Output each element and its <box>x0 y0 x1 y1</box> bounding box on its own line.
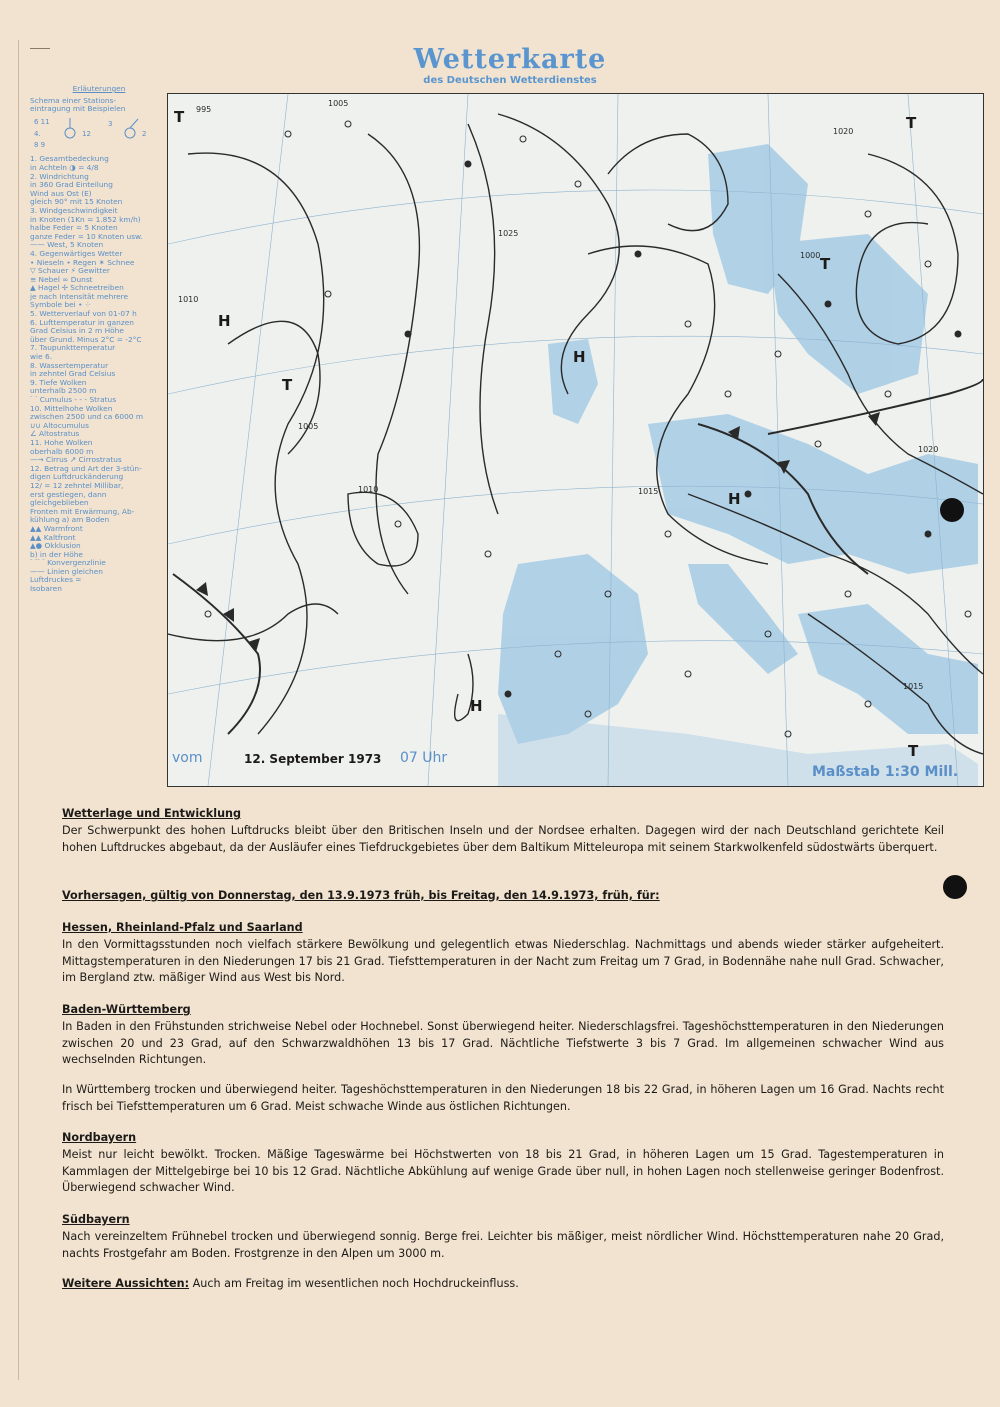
map-hour: 07 Uhr <box>400 750 448 766</box>
legend-line: 5. Wetterverlauf von 01-07 h <box>30 310 137 319</box>
legend-line: Symbole bei • ⁘ <box>30 301 91 310</box>
map-date-prefix: vom <box>172 750 203 766</box>
legend-line: ≡ Nebel ∞ Dunst <box>30 275 93 284</box>
section-text: In Württemberg trocken und überwiegend heiter. Tageshöchsttemperaturen in den Niederungen 18 bis 22 Grad, in höheren Lagen um 16 Grad. Nachts recht frisch bei Tiefsttemperaturen um 6 Grad. Meist schwache Winde aus östlichen Richtungen. <box>62 1083 944 1113</box>
legend-line: 4. Gegenwärtiges Wetter <box>30 249 123 258</box>
punch-hole <box>943 875 967 899</box>
section-vorhersage <box>62 888 944 905</box>
legend-line: 6. Lufttemperatur in ganzen <box>30 318 134 327</box>
isobar-label: 1020 <box>918 445 939 454</box>
legend-line: b) in der Höhe <box>30 550 83 559</box>
legend-line: ▲ Hagel ✢ Schneetreiben <box>30 284 124 293</box>
section-nordbayern <box>62 1130 944 1197</box>
legend-line: Wind aus Ost (E) <box>30 189 92 198</box>
legend-line: digen Luftdruckänderung <box>30 473 124 482</box>
legend-line: —→ Cirrus ↗ Cirrostratus <box>30 456 122 465</box>
synoptic-map <box>167 93 984 787</box>
svg-text:12: 12 <box>82 129 91 138</box>
map-scale: Maßstab 1:30 Mill. <box>812 764 959 780</box>
legend-line: 7. Taupunkttemperatur <box>30 344 116 353</box>
legend-line: Luftdruckes = <box>30 576 82 585</box>
section-text: In Baden in den Frühstunden strichweise Nebel oder Hochnebel. Sonst überwiegend heiter. Niederschlagsfrei. Tageshöchsttemperaturen in den Niederungen zwischen 20 und 23 Grad, auf den Schwarzwaldhöhen 13 bis 17 Grad. Nächtliche Tiefstwerte 3 bis 7 Grad. Im allgemeinen schwacher Wind aus wechselnden Richtungen. <box>62 1019 944 1067</box>
section-text: Der Schwerpunkt des hohen Luftdrucks bleibt über den Britischen Inseln und der Nordsee erhalten. Dagegen wird der nach Deutschland gerichtete Keil hohen Luftdruckes abgebaut, da der Ausläufer eines Tiefdruckgebietes über dem Baltikum Mitteleuropa mit seinem Starkwolkenfeld südostwärts überquert. <box>62 823 944 854</box>
legend-line: in Knoten (1Kn = 1.852 km/h) <box>30 215 141 224</box>
legend-line: ⌒⌒ Konvergenzlinie <box>30 559 106 568</box>
outlook-text: Auch am Freitag im wesentlichen noch Hochdruckeinfluss. <box>189 1277 519 1290</box>
legend-line: ∠ Altostratus <box>30 430 80 439</box>
high-pressure-marker: H <box>728 490 741 508</box>
legend-line: unterhalb 2500 m <box>30 387 97 396</box>
high-pressure-marker: H <box>218 312 231 330</box>
edge-mark <box>30 48 50 49</box>
legend-line: 9. Tiefe Wolken <box>30 378 87 387</box>
section-heading: Wetterlage und Entwicklung <box>62 807 242 820</box>
legend-line: ▲▲ Warmfront <box>30 524 83 533</box>
isobar-label: 1015 <box>638 487 659 496</box>
outlook-label: Weitere Aussichten: <box>62 1277 190 1290</box>
legend-panel <box>30 85 168 594</box>
section-text: In den Vormittagsstunden noch vielfach stärkere Bewölkung und gelegentlich etwas Niederschlag. Nachmittags und abends wieder stärker aufgeheitert. Mittagstemperaturen in den Niederungen 17 bis 21 Grad. Tiefsttemperaturen in der Nacht zum Freitag um 7 Grad, in Bodennähe nahe null Grad. Schwacher, im Bergland ztw. mäßiger Wind aus West bis Nord. <box>62 937 944 985</box>
outlook-paragraph <box>62 1276 944 1293</box>
svg-text:8 9: 8 9 <box>34 140 46 149</box>
section-suedbayern <box>62 1212 944 1262</box>
legend-line: ⌒ Cumulus - - - Stratus <box>30 396 117 404</box>
svg-text:6 11: 6 11 <box>34 117 50 126</box>
isobar-label: 1005 <box>328 99 349 108</box>
high-pressure-marker: H <box>573 348 586 366</box>
legend-line: zwischen 2500 und ca 6000 m <box>30 413 144 422</box>
legend-line: 8. Wassertemperatur <box>30 361 109 370</box>
legend-line: wie 6. <box>30 353 53 362</box>
section-heading: Hessen, Rheinland-Pfalz und Saarland <box>62 921 303 934</box>
legend-title: Erläuterungen <box>72 84 126 93</box>
legend-line: in 360 Grad Einteilung <box>30 181 113 190</box>
isobar-label: 1005 <box>298 422 319 431</box>
section-hessen <box>62 920 944 987</box>
legend-line: 11. Hohe Wolken <box>30 438 93 447</box>
legend-line: Fronten mit Erwärmung, Ab- <box>30 507 135 516</box>
legend-line: Grad Celsius in 2 m Höhe <box>30 327 124 336</box>
section-heading: Baden-Württemberg <box>62 1003 191 1016</box>
isobar-label: 995 <box>196 105 212 114</box>
isobar-label: 1020 <box>833 127 854 136</box>
chart-title: Wetterkarte <box>413 44 607 75</box>
legend-line: ▲▲ Kaltfront <box>30 533 76 542</box>
chart-subtitle: des Deutschen Wetterdienstes <box>423 75 597 86</box>
low-pressure-marker: T <box>820 255 831 273</box>
legend-line: —— West, 5 Knoten <box>30 241 104 250</box>
legend-line: 12/ = 12 zehntel Millibar, <box>30 481 124 490</box>
legend-line: 2. Windrichtung <box>30 172 89 181</box>
legend-line: 12. Betrag und Art der 3-stün- <box>30 464 142 473</box>
section-heading: Südbayern <box>62 1213 130 1226</box>
svg-text:2: 2 <box>142 129 147 138</box>
fold-line <box>18 40 19 1380</box>
legend-line: 3. Windgeschwindigkeit <box>30 206 118 215</box>
low-pressure-marker: T <box>906 114 917 132</box>
legend-line: gleichgeblieben <box>30 499 89 508</box>
isobar-label: 1000 <box>800 251 821 260</box>
legend-line: 1. Gesamtbedeckung <box>30 155 109 164</box>
legend-line: Isobaren <box>30 585 62 594</box>
low-pressure-marker: T <box>282 376 293 394</box>
legend-line: über Grund. Minus 2°C = -2°C <box>30 335 142 344</box>
legend-line: • Nieseln • Regen ✶ Schnee <box>30 258 135 267</box>
legend-line: kühlung a) am Boden <box>30 516 110 525</box>
legend-line: Schema einer Stations- <box>30 96 117 105</box>
section-baden-wuerttemberg <box>62 1002 944 1116</box>
station-schema-symbols <box>30 116 160 150</box>
legend-line: gleich 90° mit 15 Knoten <box>30 198 123 207</box>
low-pressure-marker: T <box>174 108 185 126</box>
forecast-heading: Vorhersagen, gültig von Donnerstag, den 13.9.1973 früh, bis Freitag, den 14.9.1973, früh, für: <box>62 889 660 902</box>
legend-line: ∪∪ Altocumulus <box>30 421 89 430</box>
isobar-label: 1010 <box>358 485 379 494</box>
isobar-label: 1015 <box>903 682 924 691</box>
map-drawing <box>168 94 983 786</box>
section-wetterlage <box>62 806 944 856</box>
legend-line: ganze Feder = 10 Knoten usw. <box>30 232 143 241</box>
legend-line: in zehntel Grad Celsius <box>30 370 116 379</box>
svg-text:4.: 4. <box>34 129 41 138</box>
legend-line: halbe Feder = 5 Knoten <box>30 224 118 233</box>
svg-text:3: 3 <box>108 119 113 128</box>
legend-line: —— Linien gleichen <box>30 567 103 576</box>
section-aussichten <box>62 1276 944 1293</box>
low-pressure-marker: T <box>908 742 919 760</box>
section-text: Meist nur leicht bewölkt. Trocken. Mäßige Tageswärme bei Höchstwerten von 18 bis 21 Grad, in höheren Lagen um 15 Grad. Tagestemperaturen in Kammlagen der Mittelgebirge bei 10 bis 12 Grad. Nächtliche Abkühlung auf wenige Grade über null, in hohen Lagen noch stellenweise geringer Bodenfrost. Überwiegend schwacher Wind. <box>62 1147 944 1195</box>
isobar-label: 1025 <box>498 229 519 238</box>
legend-line: ▽ Schauer ⚡ Gewitter <box>30 267 110 276</box>
legend-line: eintragung mit Beispielen <box>30 105 126 114</box>
legend-line: 10. Mittelhohe Wolken <box>30 404 113 413</box>
isobar-label: 1010 <box>178 295 199 304</box>
legend-line: ▲● Okklusion <box>30 542 81 551</box>
legend-line: je nach Intensität mehrere <box>30 292 129 301</box>
section-text: Nach vereinzeltem Frühnebel trocken und überwiegend sonnig. Berge frei. Leichter bis mäßiger, meist nördlicher Wind. Höchsttemperaturen nahe 20 Grad, nachts Frostgefahr am Boden. Frostgrenze in den Alpen um 3000 m. <box>62 1229 944 1260</box>
high-pressure-marker: H <box>470 697 483 715</box>
legend-line: oberhalb 6000 m <box>30 447 94 456</box>
map-date: 12. September 1973 <box>244 752 382 766</box>
legend-line: in Achteln ◑ = 4/8 <box>30 163 99 172</box>
legend-line: erst gestiegen, dann <box>30 490 107 499</box>
section-heading: Nordbayern <box>62 1131 137 1144</box>
chart-header <box>360 45 660 87</box>
punch-hole <box>940 498 964 522</box>
